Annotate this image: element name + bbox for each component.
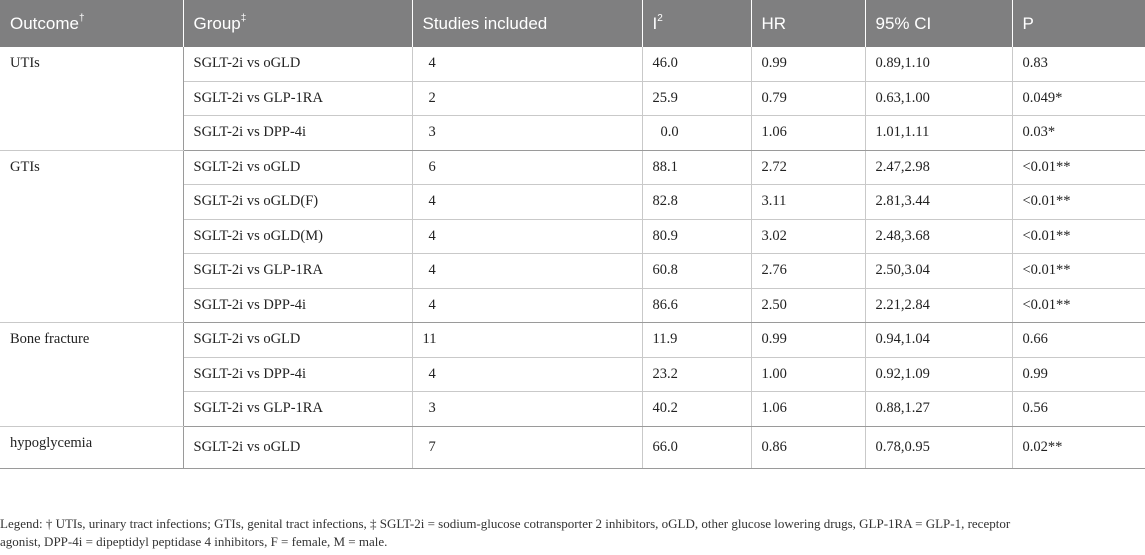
cell-p: 0.02** [1012,426,1145,469]
cell-p: 0.99 [1012,357,1145,392]
cell-i-squared: 0.0 [642,116,751,151]
column-header-ci [865,0,1012,47]
cell-i-squared: 11.9 [642,323,751,358]
cell-p: <0.01** [1012,254,1145,289]
cell-hr: 0.79 [751,81,865,116]
cell-p: <0.01** [1012,150,1145,185]
cell-studies-included: 4 [412,47,642,81]
cell-group: SGLT-2i vs oGLD [183,426,412,469]
cell-hr: 1.00 [751,357,865,392]
cell-studies-included: 6 [412,150,642,185]
column-header-label: Outcome [10,13,79,33]
cell-group: SGLT-2i vs GLP-1RA [183,254,412,289]
column-header-p [1012,0,1145,47]
cell-hr: 0.86 [751,426,865,469]
cell-hr: 0.99 [751,47,865,81]
cell-i-squared: 25.9 [642,81,751,116]
column-header-label: I [652,13,658,33]
column-header-superscript: 2 [657,12,663,24]
cell-group: SGLT-2i vs DPP-4i [183,288,412,323]
cell-ci: 0.89,1.10 [865,47,1012,81]
cell-hr: 1.06 [751,116,865,151]
cell-hr: 3.11 [751,185,865,220]
cell-group: SGLT-2i vs oGLD [183,150,412,185]
legend-line-1: Legend: † UTIs, urinary tract infections; GTIs, genital tract infections, ‡ SGLT-2i = sodium-glucose cotransporter 2 inhibitors, oGLD, other glucose lowering drugs, GLP-1RA = GLP-1, receptor [0,516,1011,531]
cell-studies-included: 4 [412,254,642,289]
cell-hr: 2.50 [751,288,865,323]
cell-studies-included: 4 [412,357,642,392]
cell-i-squared: 66.0 [642,426,751,469]
cell-outcome: UTIs [0,47,183,150]
cell-p: 0.83 [1012,47,1145,81]
cell-group: SGLT-2i vs oGLD [183,323,412,358]
cell-ci: 2.47,2.98 [865,150,1012,185]
column-header-superscript: † [78,12,85,24]
table-row [0,150,1145,185]
table-row [0,426,1145,469]
cell-p: 0.66 [1012,323,1145,358]
cell-group: SGLT-2i vs oGLD(F) [183,185,412,220]
cell-p: 0.049* [1012,81,1145,116]
cell-hr: 2.76 [751,254,865,289]
legend-line-2: agonist, DPP-4i = dipeptidyl peptidase 4 inhibitors, F = female, M = male. [0,534,388,549]
column-header-label: Studies included [422,13,548,33]
cell-hr: 2.72 [751,150,865,185]
cell-group: SGLT-2i vs oGLD [183,47,412,81]
cell-outcome: hypoglycemia [0,426,183,469]
cell-i-squared: 86.6 [642,288,751,323]
cell-ci: 0.78,0.95 [865,426,1012,469]
cell-p: <0.01** [1012,219,1145,254]
cell-i-squared: 46.0 [642,47,751,81]
cell-ci: 0.63,1.00 [865,81,1012,116]
cell-ci: 2.48,3.68 [865,219,1012,254]
cell-ci: 2.50,3.04 [865,254,1012,289]
column-header-superscript: ‡ [240,12,247,24]
table-legend [0,515,1140,551]
cell-ci: 1.01,1.11 [865,116,1012,151]
column-header-hr [751,0,865,47]
table-header [0,0,1145,47]
cell-group: SGLT-2i vs DPP-4i [183,357,412,392]
column-header-group [183,0,412,47]
cell-ci: 0.88,1.27 [865,392,1012,427]
cell-studies-included: 4 [412,219,642,254]
cell-p: 0.56 [1012,392,1145,427]
cell-i-squared: 60.8 [642,254,751,289]
cell-outcome: GTIs [0,150,183,323]
cell-hr: 3.02 [751,219,865,254]
table-row [0,47,1145,81]
cell-studies-included: 4 [412,185,642,220]
cell-group: SGLT-2i vs oGLD(M) [183,219,412,254]
cell-ci: 2.21,2.84 [865,288,1012,323]
column-header-label: Group [193,13,241,33]
cell-i-squared: 23.2 [642,357,751,392]
column-header-studies-included [412,0,642,47]
cell-i-squared: 88.1 [642,150,751,185]
cell-i-squared: 40.2 [642,392,751,427]
column-header-i-squared [642,0,751,47]
cell-outcome: Bone fracture [0,323,183,427]
table-body [0,47,1145,469]
cell-p: <0.01** [1012,185,1145,220]
cell-ci: 0.92,1.09 [865,357,1012,392]
cell-i-squared: 82.8 [642,185,751,220]
cell-studies-included: 4 [412,288,642,323]
cell-studies-included: 3 [412,392,642,427]
cell-studies-included: 7 [412,426,642,469]
cell-group: SGLT-2i vs GLP-1RA [183,392,412,427]
column-header-label: 95% CI [875,13,932,33]
cell-hr: 0.99 [751,323,865,358]
cell-i-squared: 80.9 [642,219,751,254]
cell-group: SGLT-2i vs GLP-1RA [183,81,412,116]
column-header-outcome [0,0,183,47]
cell-group: SGLT-2i vs DPP-4i [183,116,412,151]
cell-studies-included: 11 [412,323,642,358]
column-header-label: HR [761,13,787,33]
cell-ci: 2.81,3.44 [865,185,1012,220]
cell-ci: 0.94,1.04 [865,323,1012,358]
cell-studies-included: 3 [412,116,642,151]
cell-p: 0.03* [1012,116,1145,151]
header-row [0,0,1145,47]
table-row [0,323,1145,358]
column-header-label: P [1022,13,1034,33]
cell-studies-included: 2 [412,81,642,116]
cell-hr: 1.06 [751,392,865,427]
cell-p: <0.01** [1012,288,1145,323]
